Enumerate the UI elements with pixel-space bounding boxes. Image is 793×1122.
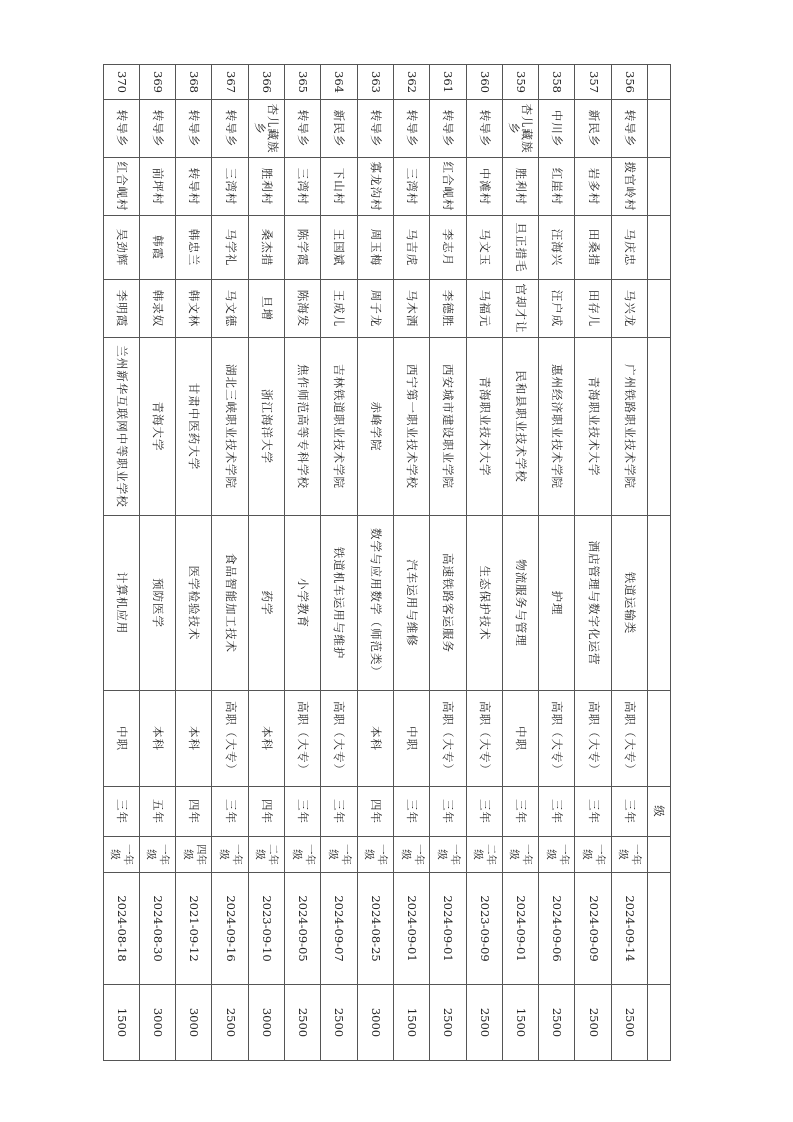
cell-name: 韩霞 bbox=[139, 216, 175, 280]
cell-grade: 一年级 bbox=[502, 837, 538, 873]
cell-school: 浙江海洋大学 bbox=[248, 338, 284, 516]
cell-grade: 一年级 bbox=[575, 837, 611, 873]
cell-township: 转导乡 bbox=[285, 100, 321, 158]
cell-no: 360 bbox=[466, 65, 502, 100]
cell-grade: 一年级 bbox=[321, 837, 357, 873]
cell-major: 小学教育 bbox=[285, 516, 321, 691]
cell-village: 拨官岭村 bbox=[611, 158, 647, 216]
cell-level: 中职 bbox=[393, 691, 429, 787]
cell-no: 358 bbox=[539, 65, 575, 100]
cell-duration: 四年 bbox=[357, 787, 393, 837]
cell-amount: 2500 bbox=[539, 985, 575, 1061]
cell-village: 红合岘村 bbox=[430, 158, 466, 216]
cell-level: 中职 bbox=[103, 691, 139, 787]
header-cell bbox=[648, 691, 671, 787]
cell-village: 下山村 bbox=[321, 158, 357, 216]
cell-grade: 一年级 bbox=[611, 837, 647, 873]
header-cell bbox=[648, 873, 671, 985]
cell-name: 王国斌 bbox=[321, 216, 357, 280]
cell-name: 桑杰措 bbox=[248, 216, 284, 280]
cell-grade: 一年级 bbox=[285, 837, 321, 873]
table-row bbox=[248, 65, 284, 1061]
cell-date: 2024-09-09 bbox=[575, 873, 611, 985]
cell-guardian: 马木洒 bbox=[393, 280, 429, 338]
cell-name: 韩忠兰 bbox=[176, 216, 212, 280]
cell-school: 青海职业技术大学 bbox=[575, 338, 611, 516]
table-row bbox=[357, 65, 393, 1061]
cell-amount: 2500 bbox=[430, 985, 466, 1061]
cell-name: 马学礼 bbox=[212, 216, 248, 280]
cell-grade: 一年级 bbox=[357, 837, 393, 873]
cell-date: 2023-09-09 bbox=[466, 873, 502, 985]
cell-guardian: 官却才让 bbox=[502, 280, 538, 338]
cell-name: 田桑措 bbox=[575, 216, 611, 280]
cell-township: 转导乡 bbox=[176, 100, 212, 158]
cell-date: 2024-08-18 bbox=[103, 873, 139, 985]
cell-grade: 二年级 bbox=[248, 837, 284, 873]
cell-township: 转导乡 bbox=[357, 100, 393, 158]
header-cell bbox=[648, 100, 671, 158]
cell-level: 高职（大专） bbox=[539, 691, 575, 787]
cell-guardian: 马福元 bbox=[466, 280, 502, 338]
cell-no: 369 bbox=[139, 65, 175, 100]
cell-school: 赤峰学院 bbox=[357, 338, 393, 516]
cell-grade: 一年级 bbox=[139, 837, 175, 873]
cell-duration: 四年 bbox=[248, 787, 284, 837]
cell-school: 湖北三峡职业技术学院 bbox=[212, 338, 248, 516]
cell-village: 前坪村 bbox=[139, 158, 175, 216]
cell-name: 旦正措毛 bbox=[502, 216, 538, 280]
cell-name: 汪海兴 bbox=[539, 216, 575, 280]
cell-guardian: 马兴龙 bbox=[611, 280, 647, 338]
cell-village: 三湾村 bbox=[393, 158, 429, 216]
cell-major: 计算机应用 bbox=[103, 516, 139, 691]
cell-level: 高职（大专） bbox=[430, 691, 466, 787]
cell-amount: 1500 bbox=[393, 985, 429, 1061]
cell-no: 363 bbox=[357, 65, 393, 100]
cell-grade: 一年级 bbox=[103, 837, 139, 873]
cell-duration: 三年 bbox=[466, 787, 502, 837]
cell-date: 2024-09-01 bbox=[393, 873, 429, 985]
cell-name: 周玉梅 bbox=[357, 216, 393, 280]
cell-level: 本科 bbox=[357, 691, 393, 787]
cell-major: 数学与应用数学（师范类） bbox=[357, 516, 393, 691]
cell-level: 高职（大专） bbox=[321, 691, 357, 787]
cell-major: 生态保护技术 bbox=[466, 516, 502, 691]
cell-major: 酒店管理与数字化运营 bbox=[575, 516, 611, 691]
cell-village: 三湾村 bbox=[285, 158, 321, 216]
cell-date: 2023-09-10 bbox=[248, 873, 284, 985]
cell-amount: 2500 bbox=[321, 985, 357, 1061]
cell-amount: 2500 bbox=[466, 985, 502, 1061]
cell-date: 2024-08-25 bbox=[357, 873, 393, 985]
cell-date: 2024-09-06 bbox=[539, 873, 575, 985]
cell-date: 2024-09-16 bbox=[212, 873, 248, 985]
cell-date: 2024-09-01 bbox=[502, 873, 538, 985]
cell-school: 焦作师范高等专科学校 bbox=[285, 338, 321, 516]
cell-school: 甘肃中医药大学 bbox=[176, 338, 212, 516]
cell-school: 西安城市建设职业学院 bbox=[430, 338, 466, 516]
cell-no: 366 bbox=[248, 65, 284, 100]
cell-amount: 2500 bbox=[575, 985, 611, 1061]
cell-guardian: 陈海发 bbox=[285, 280, 321, 338]
header-row bbox=[648, 65, 671, 1061]
table-row bbox=[575, 65, 611, 1061]
cell-date: 2021-09-12 bbox=[176, 873, 212, 985]
cell-guardian: 旦增 bbox=[248, 280, 284, 338]
cell-duration: 三年 bbox=[539, 787, 575, 837]
cell-name: 陈学霞 bbox=[285, 216, 321, 280]
cell-guardian: 李德胜 bbox=[430, 280, 466, 338]
cell-date: 2024-08-30 bbox=[139, 873, 175, 985]
cell-amount: 1500 bbox=[103, 985, 139, 1061]
cell-school: 广州铁路职业技术学院 bbox=[611, 338, 647, 516]
cell-level: 高职（大专） bbox=[466, 691, 502, 787]
cell-township: 新民乡 bbox=[321, 100, 357, 158]
cell-amount: 1500 bbox=[502, 985, 538, 1061]
cell-major: 物流服务与管理 bbox=[502, 516, 538, 691]
cell-township: 转导乡 bbox=[393, 100, 429, 158]
cell-duration: 三年 bbox=[103, 787, 139, 837]
cell-grade: 二年级 bbox=[466, 837, 502, 873]
cell-amount: 3000 bbox=[248, 985, 284, 1061]
cell-village: 红合岘村 bbox=[103, 158, 139, 216]
table-row bbox=[103, 65, 139, 1061]
cell-major: 铁道机车运用与维护 bbox=[321, 516, 357, 691]
cell-level: 高职（大专） bbox=[285, 691, 321, 787]
cell-grade: 一年级 bbox=[539, 837, 575, 873]
cell-school: 惠州经济职业技术学院 bbox=[539, 338, 575, 516]
cell-duration: 三年 bbox=[611, 787, 647, 837]
cell-guardian: 马文德 bbox=[212, 280, 248, 338]
cell-school: 兰州新华互联网中等职业学校 bbox=[103, 338, 139, 516]
cell-major: 食品智能加工技术 bbox=[212, 516, 248, 691]
cell-level: 中职 bbox=[502, 691, 538, 787]
cell-no: 370 bbox=[103, 65, 139, 100]
table-row bbox=[539, 65, 575, 1061]
cell-date: 2024-09-01 bbox=[430, 873, 466, 985]
cell-level: 高职（大专） bbox=[611, 691, 647, 787]
header-cell bbox=[648, 985, 671, 1061]
cell-duration: 三年 bbox=[575, 787, 611, 837]
header-cell: 级 bbox=[648, 787, 671, 837]
cell-village: 转导村 bbox=[176, 158, 212, 216]
cell-township: 杏儿藏族乡 bbox=[248, 100, 284, 158]
table-row bbox=[393, 65, 429, 1061]
cell-name: 吴劲辉 bbox=[103, 216, 139, 280]
cell-grade: 一年级 bbox=[430, 837, 466, 873]
table-row bbox=[321, 65, 357, 1061]
cell-school: 西宁第一职业技术学校 bbox=[393, 338, 429, 516]
cell-duration: 三年 bbox=[321, 787, 357, 837]
cell-grade: 四年级 bbox=[176, 837, 212, 873]
cell-date: 2024-09-05 bbox=[285, 873, 321, 985]
cell-date: 2024-09-14 bbox=[611, 873, 647, 985]
cell-duration: 三年 bbox=[285, 787, 321, 837]
table-row bbox=[285, 65, 321, 1061]
cell-no: 368 bbox=[176, 65, 212, 100]
cell-name: 李志月 bbox=[430, 216, 466, 280]
cell-village: 红崖村 bbox=[539, 158, 575, 216]
cell-major: 药学 bbox=[248, 516, 284, 691]
cell-duration: 四年 bbox=[176, 787, 212, 837]
cell-township: 转导乡 bbox=[430, 100, 466, 158]
cell-name: 马庆忠 bbox=[611, 216, 647, 280]
cell-duration: 三年 bbox=[430, 787, 466, 837]
cell-no: 361 bbox=[430, 65, 466, 100]
cell-village: 胜利村 bbox=[248, 158, 284, 216]
cell-village: 三湾村 bbox=[212, 158, 248, 216]
table-row bbox=[430, 65, 466, 1061]
header-cell bbox=[648, 216, 671, 280]
header-cell bbox=[648, 158, 671, 216]
cell-level: 高职（大专） bbox=[575, 691, 611, 787]
student-aid-table bbox=[103, 64, 671, 1061]
cell-level: 本科 bbox=[248, 691, 284, 787]
cell-guardian: 韩文林 bbox=[176, 280, 212, 338]
cell-village: 中滩村 bbox=[466, 158, 502, 216]
cell-major: 预防医学 bbox=[139, 516, 175, 691]
cell-village: 寡龙沟村 bbox=[357, 158, 393, 216]
cell-guardian: 王成儿 bbox=[321, 280, 357, 338]
cell-name: 马吉虎 bbox=[393, 216, 429, 280]
cell-amount: 2500 bbox=[212, 985, 248, 1061]
cell-date: 2024-09-07 bbox=[321, 873, 357, 985]
cell-guardian: 韩录奴 bbox=[139, 280, 175, 338]
cell-no: 357 bbox=[575, 65, 611, 100]
cell-township: 转导乡 bbox=[139, 100, 175, 158]
cell-no: 362 bbox=[393, 65, 429, 100]
header-cell bbox=[648, 837, 671, 873]
cell-major: 高速铁路客运服务 bbox=[430, 516, 466, 691]
cell-township: 转导乡 bbox=[212, 100, 248, 158]
cell-amount: 3000 bbox=[357, 985, 393, 1061]
cell-duration: 五年 bbox=[139, 787, 175, 837]
cell-village: 胜利村 bbox=[502, 158, 538, 216]
cell-no: 364 bbox=[321, 65, 357, 100]
cell-level: 本科 bbox=[176, 691, 212, 787]
cell-major: 医学检验技术 bbox=[176, 516, 212, 691]
cell-grade: 一年级 bbox=[212, 837, 248, 873]
cell-grade: 一年级 bbox=[393, 837, 429, 873]
cell-village: 岩多村 bbox=[575, 158, 611, 216]
header-cell bbox=[648, 338, 671, 516]
rotated-table-container bbox=[109, 64, 671, 1060]
cell-level: 高职（大专） bbox=[212, 691, 248, 787]
header-cell bbox=[648, 65, 671, 100]
cell-no: 367 bbox=[212, 65, 248, 100]
cell-no: 359 bbox=[502, 65, 538, 100]
cell-amount: 2500 bbox=[611, 985, 647, 1061]
cell-guardian: 汪户成 bbox=[539, 280, 575, 338]
cell-name: 马文玉 bbox=[466, 216, 502, 280]
cell-township: 中川乡 bbox=[539, 100, 575, 158]
cell-township: 杏儿藏族乡 bbox=[502, 100, 538, 158]
table-row bbox=[502, 65, 538, 1061]
table-row bbox=[139, 65, 175, 1061]
cell-duration: 三年 bbox=[393, 787, 429, 837]
cell-duration: 三年 bbox=[502, 787, 538, 837]
cell-amount: 3000 bbox=[176, 985, 212, 1061]
table-row bbox=[212, 65, 248, 1061]
table-row bbox=[611, 65, 647, 1061]
cell-guardian: 李明霞 bbox=[103, 280, 139, 338]
cell-school: 青海职业技术大学 bbox=[466, 338, 502, 516]
header-cell bbox=[648, 280, 671, 338]
cell-township: 转导乡 bbox=[103, 100, 139, 158]
cell-township: 新民乡 bbox=[575, 100, 611, 158]
cell-township: 转导乡 bbox=[466, 100, 502, 158]
document-page bbox=[109, 64, 671, 1060]
cell-duration: 三年 bbox=[212, 787, 248, 837]
cell-major: 铁道运输类 bbox=[611, 516, 647, 691]
cell-township: 转导乡 bbox=[611, 100, 647, 158]
cell-guardian: 田存儿 bbox=[575, 280, 611, 338]
cell-amount: 3000 bbox=[139, 985, 175, 1061]
cell-amount: 2500 bbox=[285, 985, 321, 1061]
table-row bbox=[176, 65, 212, 1061]
cell-no: 365 bbox=[285, 65, 321, 100]
cell-school: 民和县职业技术学校 bbox=[502, 338, 538, 516]
cell-level: 本科 bbox=[139, 691, 175, 787]
cell-school: 青海大学 bbox=[139, 338, 175, 516]
cell-major: 汽车运用与维修 bbox=[393, 516, 429, 691]
cell-guardian: 周子龙 bbox=[357, 280, 393, 338]
cell-school: 吉林铁道职业技术学院 bbox=[321, 338, 357, 516]
cell-no: 356 bbox=[611, 65, 647, 100]
cell-major: 护理 bbox=[539, 516, 575, 691]
table-row bbox=[466, 65, 502, 1061]
header-cell bbox=[648, 516, 671, 691]
